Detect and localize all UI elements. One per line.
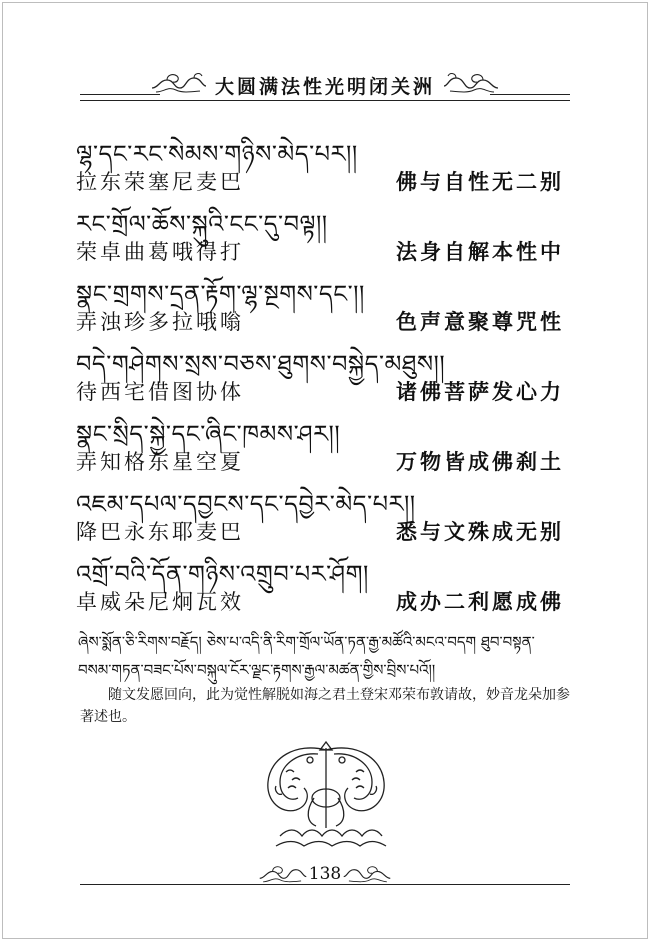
verse-tibetan: སྣང་གྲགས་དྲན་རྟོག་ལྷ་སྔགས་དང་།། bbox=[76, 280, 365, 308]
verse-transliteration: 降巴永东耶麦巴 bbox=[76, 520, 244, 544]
verse-chinese: 万物皆成佛刹土 bbox=[396, 450, 564, 474]
verse-tibetan: ལྷ་དང་རང་སེམས་གཉིས་མེད་པར།། bbox=[76, 140, 358, 168]
footer-rule bbox=[80, 884, 570, 885]
header-rule-right bbox=[490, 94, 570, 95]
cloud-scroll-right-icon bbox=[342, 862, 392, 886]
verse-tibetan: སྣང་སྲིད་སྐྱེ་དང་ཞིང་ཁམས་ཤར།། bbox=[76, 420, 341, 448]
verse-chinese: 悉与文殊成无别 bbox=[396, 520, 564, 544]
verse-transliteration: 弄浊珍多拉哦嗡 bbox=[76, 310, 244, 334]
verse-chinese: 色声意聚尊咒性 bbox=[396, 310, 564, 334]
verse-chinese: 成办二利愿成佛 bbox=[396, 590, 564, 614]
cloud-scroll-right-icon bbox=[442, 70, 500, 96]
verse-transliteration: 弄知格东星空夏 bbox=[76, 450, 244, 474]
verse-chinese: 法身自解本性中 bbox=[396, 240, 564, 264]
colophon-line-2: བསམ་གཏན་བཟང་པོས་བསྐུལ་ངོར་ལྗང་རྟགས་རྒྱལ་མཚན་གྱིས་བྲིས་པའོ།། bbox=[78, 661, 436, 679]
verse-transliteration: 荣卓曲葛哦得打 bbox=[76, 240, 244, 264]
verse-transliteration: 待西宅借图协体 bbox=[76, 380, 244, 404]
header-title: 大圆满法性光明闭关洲 bbox=[214, 76, 435, 98]
verse-transliteration: 卓威朵尼炯瓦效 bbox=[76, 590, 244, 614]
verse-transliteration: 拉东荣塞尼麦巴 bbox=[76, 170, 244, 194]
verse-chinese: 佛与自性无二别 bbox=[396, 170, 564, 194]
colophon-line-1: ཞེས་སྨོན་ཅི་རིགས་བརྗོད། ཅེས་པ་འདི་ནི་རིག་གྲོལ་ཡོན་ཏན་རྒྱ་མཚོའི་མངའ་བདག ཐུབ་བསྟན་ bbox=[78, 633, 535, 651]
header-rule-main bbox=[80, 100, 570, 101]
verse-chinese: 诸佛菩萨发心力 bbox=[396, 380, 564, 404]
twin-fish-emblem-icon bbox=[256, 740, 396, 852]
verse-tibetan: འགྲོ་བའི་དོན་གཉིས་འགྲུབ་པར་ཤོག། bbox=[76, 560, 369, 588]
page-number: 138 bbox=[308, 864, 342, 884]
translator-note: 随文发愿回向，此为觉性解脱如海之君土登宋邓荣布敦请故，妙音龙朵加参著述也。 bbox=[80, 687, 570, 725]
verse-tibetan: འཇམ་དཔལ་དབྱངས་དང་དབྱེར་མེད་པར།། bbox=[76, 490, 416, 518]
verse-tibetan: བདེ་གཤེགས་སྲས་བཅས་ཐུགས་བསྐྱེད་མཐུས།། bbox=[76, 350, 446, 378]
verse-tibetan: རང་གྲོལ་ཆོས་སྐུའི་ངང་དུ་བལྟ།། bbox=[76, 210, 328, 238]
header-rule-left bbox=[80, 94, 160, 95]
